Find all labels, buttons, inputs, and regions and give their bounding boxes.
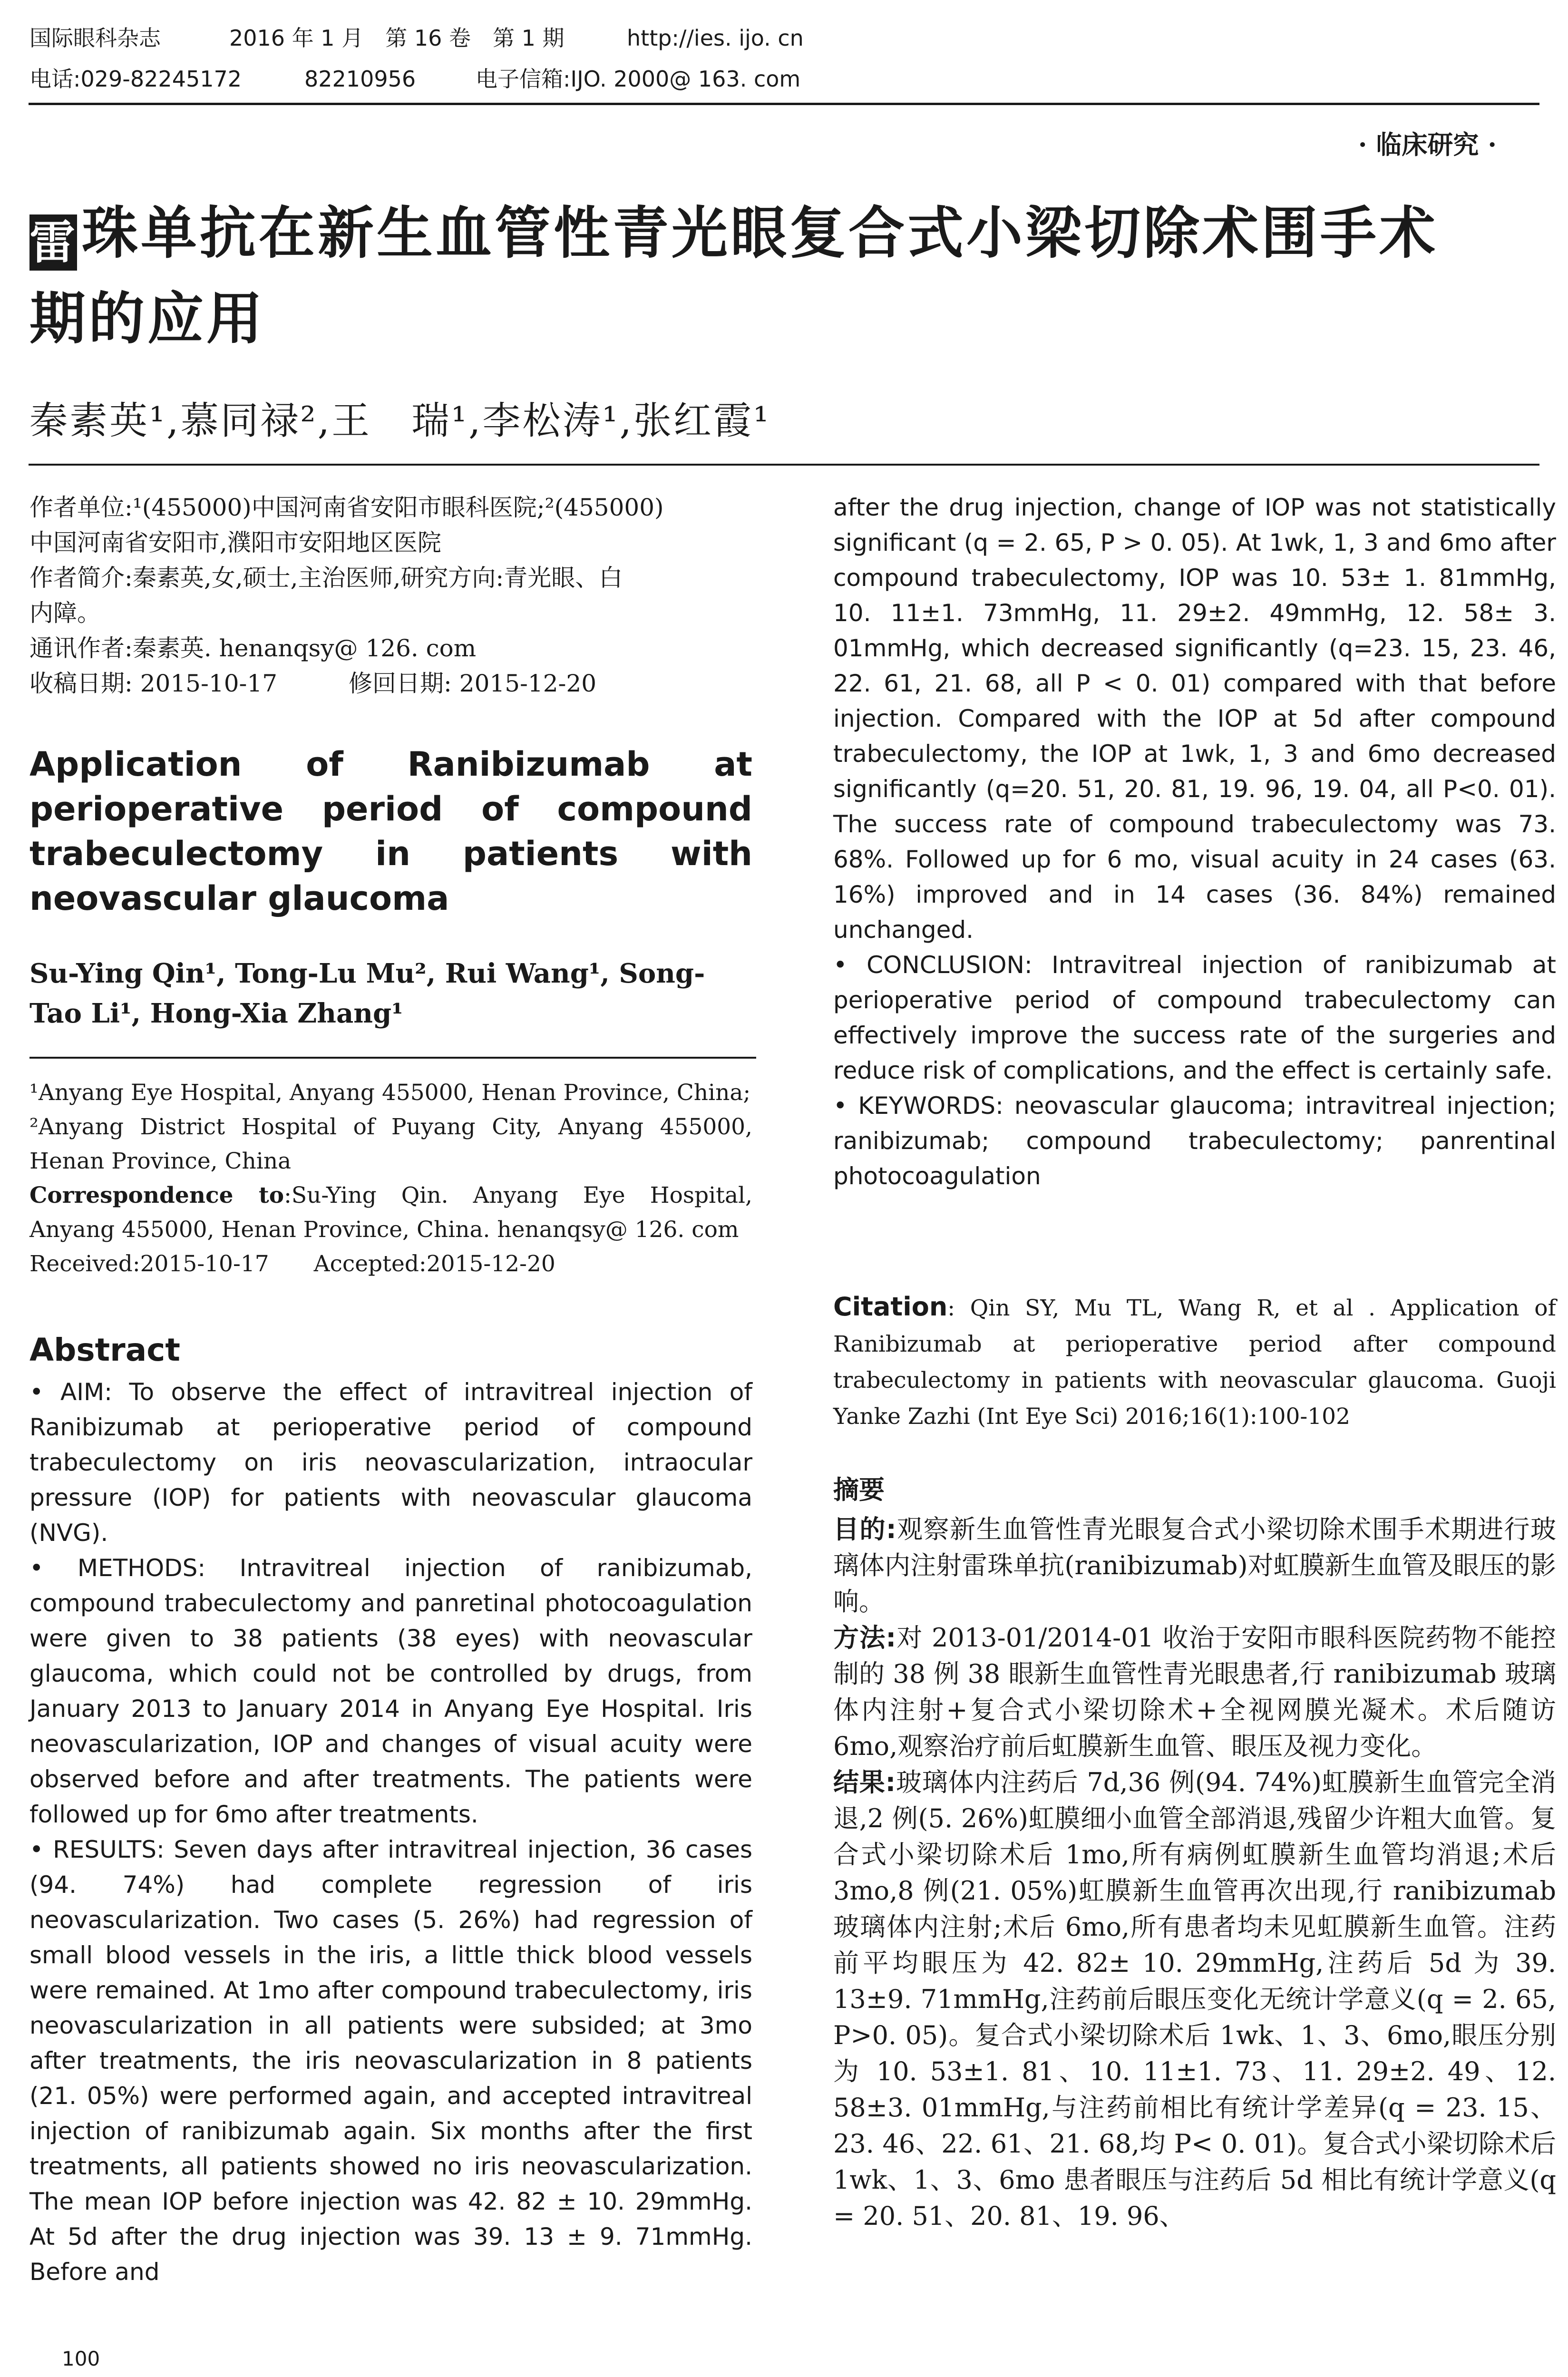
abstract-results: • RESULTS: Seven days after intravitreal injection, 36 cases (94. 74%) had complete regression of iris neovascularization. Two cases (5. 26%) had regression of small blood vessels in the iris, a little thick blood vessels were remained. At 1mo after compound trabeculectomy, iris neovascularization in all patients were subsided; at 3mo after treatments, the iris neovascularization in 8 patients (21. 05%) were performed again, and accepted intravitreal injection of ranibizumab again. Six months after the first treatments, all patients showed no iris neovascularization. The mean IOP before injection was 42. 82 ± 10. 29mmHg. At 5d after the drug injection was 39. 13 ± 9. 71mmHg. Before and <box>29 1836 752 2286</box>
abstract-results-continued: after the drug injection, change of IOP was not statistically significant (q = 2. 65, P > 0. 05). At 1wk, 1, 3 and 6mo after compound trabeculectomy, IOP was 10. 53± 1. 81mmHg, 10. 11±1. 73mmHg, 11. 29±2. 49mmHg, 12. 58± 3. 01mmHg, which decreased significantly (q=23. 15, 23. 46, 22. 61, 21. 68, all P < 0. 01) compared with that before injection. Compared with the IOP at 5d after compound trabeculectomy, the IOP at 1wk, 1, 3 and 6mo decreased significantly (q=20. 51, 20. 81, 19. 96, 19. 04, all P<0. 01). The success rate of compound trabeculectomy was 73. 68%. Followed up for 6 mo, visual acuity in 24 cases (63. 16%) improved and in 14 cases (36. 84%) remained unchanged. <box>833 494 1556 944</box>
title-line-1: 雷珠单抗在新生血管性青光眼复合式小梁切除术围手术 <box>29 190 1551 276</box>
issue-info: 2016 年 1 月 第 16 卷 第 1 期 <box>229 25 565 51</box>
abstract-left <box>29 1374 752 2289</box>
received-revised-dates-cn: 收稿日期: 2015-10-17 修回日期: 2015-12-20 <box>29 670 597 697</box>
correspondence-text: :Su-Ying Qin. Anyang Eye Hospital, Anyang 455000, Henan Province, China. henanqsy@ 126. com <box>29 1182 752 1243</box>
affiliation-1: ¹Anyang Eye Hospital, Anyang 455000, Henan Province, China; <box>29 1080 751 1106</box>
cn-methods: 方法:对 2013-01/2014-01 收治于安阳市眼科医院药物不能控制的 38 例 38 眼新生血管性青光眼患者,行 ranibizumab 玻璃体内注射+复合式小梁切除术+全视网膜光凝术。术后随访 6mo,观察治疗前后虹膜新生血管、眼压及视力变化。 <box>833 1623 1556 1761</box>
section-tag: · 临床研究 · <box>1358 129 1497 160</box>
author-info-cn <box>29 490 752 701</box>
cn-results: 结果:玻璃体内注药后 7d,36 例(94. 74%)虹膜新生血管完全消退,2 例(5. 26%)虹膜细小血管全部消退,残留少许粗大血管。复合式小梁切除术后 1mo,所有病例虹膜新生血管均消退;术后 3mo,8 例(21. 05%)虹膜新生血管再次出现,行 ranibizumab 玻璃体内注射;术后 6mo,所有患者均未见虹膜新生血管。注药前平均眼压为 42. 82± 10. 29mmHg,注药后 5d 为 39. 13±9. 71mmHg,注药前后眼压变化无统计学意义(q = 2. 65, P>0. 05)。复合式小梁切除术后 1wk、1、3、6mo,眼压分别为 10. 53±1. 81、10. 11±1. 73、11. 29±2. 49、12. 58±3. 01mmHg,与注药前相比有统计学差异(q = 23. 15、23. 46、22. 61、21. 68,均 P< 0. 01)。复合式小梁切除术后 1wk、1、3、6mo 患者眼压与注药后 5d 相比有统计学意义(q = 20. 51、20. 81、19. 96、 <box>833 1767 1556 2231</box>
abstract-aim: • AIM: To observe the effect of intravitreal injection of Ranibizumab at perioperative period of compound trabeculectomy on iris neovascularization, intraocular pressure (IOP) for patients with neovascular glaucoma (NVG). <box>29 1378 752 1547</box>
author-unit-line-1: 作者单位:¹(455000)中国河南省安阳市眼科医院;²(455000) <box>29 494 664 521</box>
journal-name: 国际眼科杂志 <box>29 25 161 51</box>
abstract-keywords: • KEYWORDS: neovascular glaucoma; intravitreal injection; ranibizumab; compound trabeculectomy; panrentinal photocoagulation <box>833 1092 1556 1190</box>
authors-chinese: 秦素英¹,慕同禄²,王 瑞¹,李松涛¹,张红霞¹ <box>29 399 771 443</box>
received-accepted: Received:2015-10-17 Accepted:2015-12-20 <box>29 1251 555 1277</box>
citation <box>833 1289 1556 1435</box>
title-line-2: 期的应用 <box>29 286 266 351</box>
chinese-abstract <box>833 1511 1556 2234</box>
author-bio-line-2: 内障。 <box>29 599 101 627</box>
english-authors: Su-Ying Qin¹, Tong-Lu Mu², Rui Wang¹, Song-Tao Li¹, Hong-Xia Zhang¹ <box>29 958 705 1029</box>
chinese-abstract-heading: 摘要 <box>833 1475 885 1505</box>
page-number: 100 <box>62 2347 100 2370</box>
corresponding-author-cn: 通讯作者:秦素英. henanqsy@ 126. com <box>29 634 477 662</box>
journal-phone-2: 82210956 <box>304 66 416 92</box>
author-bio-line-1: 作者简介:秦素英,女,硕士,主治医师,研究方向:青光眼、白 <box>29 564 623 592</box>
journal-url[interactable]: http://ies. ijo. cn <box>627 25 804 51</box>
header-rule <box>29 103 1539 105</box>
article-title <box>29 190 1551 361</box>
abstract-methods: • METHODS: Intravitreal injection of ranibizumab, compound trabeculectomy and panretinal photocoagulation were given to 38 patients (38 eyes) with neovascular glaucoma, which could not be controlled by drugs, from January 2013 to January 2014 in Anyang Eye Hospital. Iris neovascularization, IOP and changes of visual acuity were observed before and after treatments. The patients were followed up for 6mo after treatments. <box>29 1554 752 1828</box>
citation-label: Citation <box>833 1292 948 1322</box>
citation-text: : Qin SY, Mu TL, Wang R, et al . Application of Ranibizumab at perioperative period after compound trabeculectomy in patients with neovascular glaucoma. Guoji Yanke Zazhi (Int Eye Sci) 2016;16(1):100-102 <box>833 1295 1556 1430</box>
abstract-heading: Abstract <box>29 1332 180 1368</box>
authors-rule <box>29 464 1539 466</box>
correspondence <box>29 1179 752 1247</box>
affiliation-2: ²Anyang District Hospital of Puyang City, Anyang 455000, Henan Province, China <box>29 1114 752 1174</box>
affiliations <box>29 1076 752 1281</box>
cn-aim: 目的:观察新生血管性青光眼复合式小梁切除术围手术期进行玻璃体内注射雷珠单抗(ranibizumab)对虹膜新生血管及眼压的影响。 <box>833 1514 1556 1617</box>
correspondence-label: Correspondence to <box>29 1182 284 1208</box>
affiliation-rule <box>29 1057 756 1059</box>
author-unit-line-2: 中国河南省安阳市,濮阳市安阳地区医院 <box>29 529 441 556</box>
journal-email[interactable]: 电子信箱:IJO. 2000@ 163. com <box>476 66 801 92</box>
english-title: Application of Ranibizumab at perioperative period of compound trabeculectomy in patients with neovascular glaucoma <box>29 745 752 918</box>
journal-phone: 电话:029-82245172 <box>29 66 242 92</box>
abstract-right <box>833 490 1556 1194</box>
abstract-conclusion: • CONCLUSION: Intravitreal injection of ranibizumab at perioperative period of compound trabeculectomy can effectively improve the success rate of the surgeries and reduce risk of complications, and the effect is certainly safe. <box>833 951 1556 1084</box>
title-first-char: 雷 <box>29 214 77 271</box>
